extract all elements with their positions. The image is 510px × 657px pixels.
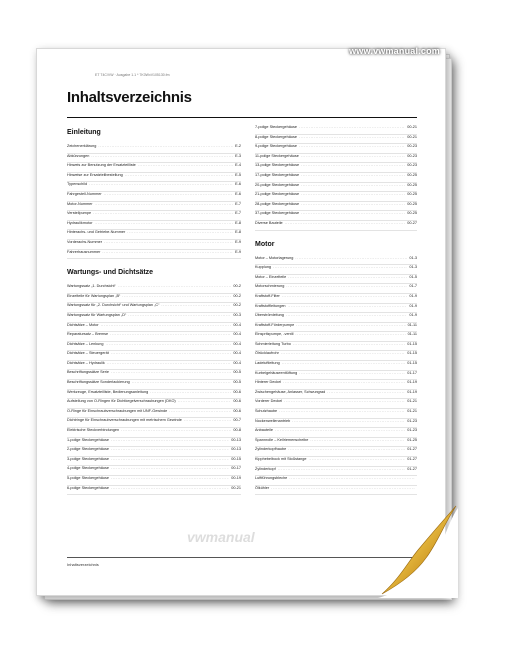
toc-entry[interactable] (67, 418, 241, 428)
toc-entry[interactable] (67, 486, 241, 496)
toc-entry[interactable] (255, 275, 417, 285)
toc-leader-dots (110, 332, 231, 336)
toc-entry[interactable] (255, 284, 417, 294)
toc-entry-label: Reparatursatz – Bremse (67, 332, 109, 337)
toc-entry[interactable] (255, 163, 417, 173)
toc-entry-page: E-7 (235, 201, 241, 206)
toc-leader-dots (278, 467, 406, 471)
toc-entry-label: 17-polige Steckergehäuse (255, 172, 300, 177)
toc-entry-label: Wartungssatz „1. Durchsicht“ (67, 284, 116, 289)
toc-entry-label: Motor-Nummer (67, 201, 93, 206)
toc-entry[interactable] (67, 438, 241, 448)
toc-entry-label: Elektrische Steckverbindungen (67, 428, 120, 433)
toc-entry-label: Aufstellung von O-Ringen für Dichtkegelverschraubungen (DKO) (67, 399, 176, 404)
toc-entry-page: 00-4 (233, 351, 241, 356)
toc-entry-label: Kraftstoffleitungen (255, 303, 286, 308)
toc-entry-label: Zeichenerklärung (67, 144, 97, 148)
toc-entry-page: 01-15 (407, 341, 417, 346)
toc-entry[interactable] (255, 438, 417, 448)
toc-leader-dots (279, 409, 405, 413)
page-curl-icon (378, 498, 458, 598)
toc-leader-dots (122, 294, 231, 298)
toc-entry[interactable] (255, 304, 417, 314)
toc-entry-page: 00-25 (407, 182, 417, 187)
toc-entry[interactable] (255, 265, 417, 275)
toc-leader-dots (101, 323, 232, 327)
toc-entry-page: 00-27 (407, 220, 417, 225)
toc-entry-label: 21-polige Steckergehäuse (255, 192, 300, 197)
toc-entry[interactable] (255, 342, 417, 352)
toc-leader-dots (111, 351, 232, 355)
toc-entry-page: 00-15 (231, 456, 241, 461)
toc-entry[interactable] (67, 361, 241, 371)
page-title: Inhaltsverzeichnis (67, 89, 192, 106)
toc-leader-dots (301, 211, 405, 215)
toc-entry-label: Hinterachs- und Getriebe-Nummer (67, 230, 126, 235)
toc-entry[interactable] (255, 390, 417, 400)
toc-entry[interactable] (255, 371, 417, 381)
toc-entry[interactable] (255, 173, 417, 183)
toc-leader-dots (104, 192, 233, 196)
toc-entry-label: Nockenwellenantrieb (255, 418, 291, 423)
toc-entry-label: Vorderer Deckel (255, 399, 283, 404)
toc-leader-dots (282, 361, 406, 365)
toc-leader-dots (281, 351, 405, 355)
toc-entry-label: 37-polige Steckergehäuse (255, 211, 300, 216)
toc-entry[interactable] (67, 323, 241, 333)
toc-entry-label: Ladeluftleitung (255, 361, 280, 366)
toc-leader-dots (89, 182, 233, 186)
toc-leader-dots (295, 256, 407, 260)
toc-entry[interactable] (255, 183, 417, 193)
toc-entry[interactable] (255, 125, 417, 135)
toc-list (255, 256, 417, 496)
toc-entry-label: 5-polige Steckergehäuse (67, 476, 110, 480)
toc-entry-page: 00-2 (233, 293, 241, 298)
toc-leader-dots (125, 173, 233, 177)
toc-leader-dots (289, 476, 415, 480)
toc-entry-page: 01-11 (407, 332, 417, 337)
toc-leader-dots (107, 361, 232, 365)
toc-leader-dots (102, 250, 233, 254)
toc-entry-page: 00-4 (233, 322, 241, 327)
toc-entry-label: 6-polige Steckergehäuse (67, 485, 110, 490)
toc-entry[interactable] (67, 144, 241, 154)
toc-leader-dots (286, 284, 407, 288)
toc-leader-dots (184, 418, 232, 422)
toc-entry[interactable] (67, 342, 241, 352)
toc-entry[interactable] (67, 303, 241, 313)
toc-entry-label: Spannrolle – Keilriemenscheibe (255, 437, 309, 442)
toc-leader-dots (111, 370, 231, 374)
toc-leader-dots (128, 313, 231, 317)
toc-entry-label: Kupplung (255, 265, 272, 270)
toc-leader-dots (296, 323, 405, 327)
toc-entry-page: E-5 (235, 172, 241, 177)
toc-leader-dots (111, 447, 229, 451)
toc-entry[interactable] (67, 399, 241, 409)
toc-entry[interactable] (67, 163, 241, 173)
toc-entry-label: Werkzeuge, Ersatzteilliste, Bedienungsanleitung (67, 389, 149, 394)
toc-entry-page: 00-4 (233, 332, 241, 337)
toc-entry[interactable] (255, 192, 417, 202)
toc-entry-page: 00-25 (407, 192, 417, 197)
toc-entry-label: 2-polige Steckergehäuse (67, 447, 110, 452)
toc-leader-dots (111, 438, 229, 442)
toc-entry[interactable] (67, 332, 241, 342)
toc-entry[interactable] (255, 399, 417, 409)
toc-entry[interactable] (67, 221, 241, 231)
toc-leader-dots (301, 192, 405, 196)
toc-entry-label: Dichtsätze – Steuergerät (67, 351, 109, 356)
toc-entry-label: Einzelteile für Wartungsplan „B“ (67, 293, 121, 298)
toc-entry-page: E-2 (235, 144, 241, 148)
toc-entry-label: Kraftstoff-Filter (255, 293, 280, 298)
toc-entry-label: 13-polige Steckergehäuse (255, 163, 300, 168)
toc-leader-dots (301, 202, 405, 206)
toc-entry[interactable] (67, 447, 241, 457)
toc-entry[interactable] (67, 380, 241, 390)
toc-entry-label: Ölrücklaufrohr (255, 351, 279, 356)
toc-entry[interactable] (255, 419, 417, 429)
toc-leader-dots (178, 399, 232, 403)
toc-entry-page: 01-21 (407, 409, 417, 414)
toc-entry-label: Schutzhaube (255, 409, 278, 414)
footer-label: Inhaltsverzeichnis (67, 562, 99, 567)
toc-leader-dots (111, 466, 229, 470)
toc-entry-page: 00-6 (233, 389, 241, 394)
toc-entry-page: 00-7 (233, 418, 241, 423)
toc-entry[interactable] (67, 294, 241, 304)
toc-entry-label: Vorderachs-Nummer (67, 239, 103, 244)
toc-entry-label: Typenschild (67, 182, 88, 187)
footer-rule (67, 557, 417, 558)
toc-entry-label: Wartungssatz für „2. Durchsicht“ und Wartungsplan „C“ (67, 303, 160, 308)
toc-entry-label: O-Ringe für Einschraubverschraubungen mit UNF-Gewinde (67, 408, 168, 413)
toc-entry-label: 8-polige Steckergehäuse (255, 134, 298, 139)
toc-entry[interactable] (255, 409, 417, 419)
toc-entry[interactable] (67, 351, 241, 361)
toc-entry-page: 01-7 (409, 284, 417, 289)
toc-entry[interactable] (255, 486, 417, 496)
toc-entry-label: Luftführungsbleche (255, 476, 288, 481)
toc-entry-label: Beschriftungssätze Serie (67, 370, 109, 375)
toc-leader-dots (121, 428, 231, 432)
toc-entry-page: 01-9 (409, 303, 417, 308)
toc-entry-label: 3-polige Steckergehäuse (67, 456, 110, 461)
toc-leader-dots (132, 380, 232, 384)
toc-entry-page: E-9 (235, 239, 241, 244)
toc-list (67, 144, 241, 259)
toc-entry-page: 00-6 (233, 408, 241, 413)
toc-leader-dots (93, 211, 233, 215)
toc-entry[interactable] (67, 390, 241, 400)
toc-entry-label: Wartungssatz für Wartungsplan „D“ (67, 312, 127, 317)
toc-entry-page: 00-2 (233, 303, 241, 308)
toc-entry-page: 00-23 (407, 144, 417, 149)
toc-entry-label: Beschriftungssätze Sonderlackierung (67, 380, 130, 385)
toc-leader-dots (95, 221, 234, 225)
toc-list-continued (255, 125, 417, 231)
toc-entry[interactable] (255, 221, 417, 231)
toc-leader-dots (288, 447, 405, 451)
toc-entry-label: Motorschmierung (255, 284, 285, 289)
toc-entry[interactable] (255, 428, 417, 438)
toc-leader-dots (150, 390, 231, 394)
toc-entry-label: 7-polige Steckergehäuse (255, 125, 298, 129)
toc-entry-page: 00-6 (233, 399, 241, 404)
toc-entry[interactable] (67, 211, 241, 221)
toc-leader-dots (106, 342, 232, 346)
toc-entry-page: 01-9 (409, 313, 417, 318)
toc-entry[interactable] (255, 256, 417, 266)
toc-entry-page: 01-19 (407, 380, 417, 385)
toc-leader-dots (283, 380, 405, 384)
toc-leader-dots (138, 163, 233, 167)
toc-entry-label: Fahrerhausnummer (67, 249, 101, 254)
toc-leader-dots (301, 154, 405, 158)
toc-entry[interactable] (67, 428, 241, 438)
toc-entry-label: Dichtringe für Einschraubverschraubungen mit metrischem Gewinde (67, 418, 182, 423)
toc-leader-dots (301, 183, 405, 187)
toc-entry[interactable] (67, 313, 241, 323)
toc-entry-label: Dichtsätze – Hydraulik (67, 360, 105, 365)
toc-entry-page: 01-27 (407, 447, 417, 452)
toc-entry[interactable] (67, 230, 241, 240)
toc-entry[interactable] (67, 182, 241, 192)
toc-entry-label: Dichtsätze – Motor (67, 322, 99, 327)
toc-entry-page: 00-25 (407, 201, 417, 206)
toc-leader-dots (288, 304, 408, 308)
toc-entry-label: 4-polige Steckergehäuse (67, 466, 110, 471)
toc-right-column (255, 125, 417, 495)
toc-leader-dots (286, 313, 407, 317)
toc-leader-dots (95, 202, 234, 206)
toc-entry-page: 01-17 (407, 370, 417, 375)
toc-entry-page: 01-9 (409, 293, 417, 298)
toc-entry-page: 00-4 (233, 360, 241, 365)
toc-entry-label: Schmierleitung Turbo (255, 341, 291, 346)
toc-entry[interactable] (255, 332, 417, 342)
toc-leader-dots (288, 275, 407, 279)
toc-leader-dots (161, 303, 231, 307)
header-meta: ET T4C/VW · Ausgabe 1.1 * 7K0WxV105130.fm (95, 73, 170, 77)
toc-entry[interactable] (255, 144, 417, 154)
toc-entry-label: Diverse Bauteile (255, 220, 283, 225)
toc-entry-label: Kipphebelbock mit Stoßstange (255, 457, 307, 461)
toc-entry-label: Dichtsätze – Lenkung (67, 341, 104, 346)
toc-entry[interactable] (255, 447, 417, 457)
toc-entry-page: E-9 (235, 249, 241, 254)
toc-entry-label: Abkürzungen (67, 153, 90, 158)
title-rule (67, 117, 417, 118)
toc-entry-page: 00-23 (407, 153, 417, 158)
toc-leader-dots (91, 154, 233, 158)
toc-entry-page: 01-25 (407, 437, 417, 442)
toc-entry-label: Hydraulikmotor (67, 220, 93, 225)
toc-entry-page: 01-27 (407, 457, 417, 461)
toc-leader-dots (301, 173, 405, 177)
toc-entry[interactable] (255, 457, 417, 467)
toc-entry-page: E-6 (235, 182, 241, 187)
toc-entry-page: 00-4 (233, 341, 241, 346)
toc-leader-dots (169, 409, 231, 413)
toc-entry[interactable] (255, 361, 417, 371)
toc-entry[interactable] (255, 211, 417, 221)
toc-entry-label: Kurbelgehäuseentlüftung (255, 370, 298, 375)
toc-leader-dots (284, 399, 405, 403)
toc-leader-dots (292, 419, 405, 423)
toc-entry[interactable] (67, 409, 241, 419)
toc-entry-label: Verstellpumpe (67, 211, 92, 216)
section-heading: Wartungs- und Dichtsätze (67, 269, 154, 277)
toc-entry-label: Kraftstoff-Förderpumpe (255, 322, 295, 327)
toc-leader-dots (271, 486, 415, 490)
toc-entry[interactable] (255, 323, 417, 333)
toc-entry-page: 01-27 (407, 466, 417, 471)
toc-entry[interactable] (67, 476, 241, 486)
toc-entry[interactable] (67, 457, 241, 467)
toc-entry-page: 01-5 (409, 274, 417, 279)
toc-leader-dots (301, 163, 405, 167)
toc-entry-page: 01-11 (407, 322, 417, 327)
toc-entry[interactable] (255, 202, 417, 212)
toc-entry-label: 11-polige Steckergehäuse (255, 153, 299, 158)
toc-entry-page: 00-25 (407, 211, 417, 216)
toc-entry[interactable] (67, 466, 241, 476)
toc-entry-page: 00-21 (407, 134, 417, 139)
toc-entry-label: 9-polige Steckergehäuse (255, 144, 298, 149)
toc-leader-dots (98, 144, 233, 148)
toc-entry[interactable] (255, 154, 417, 164)
toc-entry-label: Hinweis zur Benutzung der Ersatzteilliste (67, 163, 136, 168)
toc-leader-dots (104, 240, 233, 244)
toc-entry-page: 00-21 (407, 125, 417, 129)
toc-entry-label: 28-polige Steckergehäuse (255, 201, 300, 206)
toc-entry-page: 00-5 (233, 370, 241, 375)
toc-entry-page: E-8 (235, 220, 241, 225)
toc-entry-page: E-8 (235, 230, 241, 235)
toc-entry-page: 01-15 (407, 351, 417, 356)
toc-entry-label: Zylinderkopf (255, 466, 276, 471)
toc-entry-page: 00-5 (233, 380, 241, 385)
toc-entry-page: 01-3 (409, 265, 417, 270)
toc-leader-dots (327, 390, 405, 394)
toc-entry-page: E-6 (235, 191, 241, 196)
toc-entry-page: 00-25 (407, 172, 417, 177)
toc-entry-page: 00-13 (231, 447, 241, 452)
toc-entry-page: 00-2 (233, 284, 241, 289)
toc-entry-page: 01-21 (407, 399, 417, 404)
toc-entry-page: 01-15 (407, 361, 417, 366)
toc-entry[interactable] (67, 250, 241, 260)
toc-entry-page: 00-17 (231, 466, 241, 471)
toc-leader-dots (111, 457, 229, 461)
toc-entry[interactable] (255, 380, 417, 390)
toc-left-column (67, 125, 241, 495)
toc-leader-dots (273, 265, 407, 269)
toc-entry[interactable] (255, 351, 417, 361)
toc-entry-label: 1-polige Steckergehäuse (67, 437, 110, 442)
toc-entry[interactable] (67, 154, 241, 164)
toc-leader-dots (275, 428, 405, 432)
toc-leader-dots (282, 294, 408, 298)
site-watermark: www.vwmanual.com (349, 46, 440, 56)
toc-entry[interactable] (67, 173, 241, 183)
toc-entry-label: Einspritzpumpe, -ventil (255, 332, 294, 337)
toc-entry-label: Hinweise zur Ersatzteilbestellung (67, 172, 123, 177)
toc-entry-page: 01-23 (407, 418, 417, 423)
toc-entry[interactable] (67, 284, 241, 294)
toc-leader-dots (285, 221, 406, 225)
toc-entry[interactable] (67, 202, 241, 212)
toc-leader-dots (293, 342, 405, 346)
toc-leader-dots (299, 144, 405, 148)
toc-leader-dots (118, 284, 232, 288)
toc-leader-dots (111, 486, 229, 490)
toc-entry-page: 00-13 (231, 437, 241, 442)
toc-leader-dots (299, 135, 405, 139)
toc-entry-label: Fahrgestell-Nummer (67, 191, 102, 196)
toc-entry[interactable] (67, 240, 241, 250)
toc-list (67, 284, 241, 495)
toc-entry-page: 01-19 (407, 389, 417, 394)
toc-leader-dots (299, 125, 405, 129)
toc-entry-label: Anbauteile (255, 428, 273, 433)
toc-entry-page: E-3 (235, 153, 241, 158)
toc-entry-label: Motor – Einzelteile (255, 274, 287, 279)
toc-entry-label: Zwischengehäuse, Anlasser, Schwungrad (255, 389, 326, 394)
toc-leader-dots (299, 371, 405, 375)
toc-entry[interactable] (67, 192, 241, 202)
toc-entry-page: 00-19 (231, 476, 241, 480)
toc-entry[interactable] (255, 135, 417, 145)
toc-entry-page: 00-3 (233, 312, 241, 317)
toc-entry-label: Ölkühler (255, 485, 270, 490)
toc-entry[interactable] (255, 294, 417, 304)
toc-entry[interactable] (255, 467, 417, 477)
toc-leader-dots (111, 476, 229, 480)
toc-entry[interactable] (67, 370, 241, 380)
toc-entry-page: 00-8 (233, 428, 241, 433)
toc-entry-label: Überströmleitung (255, 313, 284, 318)
toc-entry[interactable] (255, 313, 417, 323)
toc-leader-dots (310, 438, 405, 442)
center-watermark: vwmanual (187, 529, 255, 545)
section-heading: Motor (255, 240, 275, 248)
toc-entry-page: 00-21 (231, 485, 241, 490)
toc-entry-label: Hinterer Deckel (255, 380, 282, 385)
toc-leader-dots (309, 457, 406, 461)
toc-leader-dots (295, 332, 405, 336)
toc-entry-page: E-7 (235, 211, 241, 216)
toc-entry[interactable] (255, 476, 417, 486)
toc-entry-label: Motor – Motorlagerung (255, 255, 294, 260)
toc-leader-dots (127, 230, 233, 234)
toc-entry-label: Zylinderkopfhaube (255, 447, 287, 452)
toc-entry-label: 20-polige Steckergehäuse (255, 182, 300, 187)
toc-entry-page: 00-23 (407, 163, 417, 168)
section-heading: Einleitung (67, 129, 101, 136)
toc-entry-page: E-4 (235, 163, 241, 168)
toc-entry-page: 01-3 (409, 255, 417, 260)
toc-entry-page: 01-23 (407, 428, 417, 433)
